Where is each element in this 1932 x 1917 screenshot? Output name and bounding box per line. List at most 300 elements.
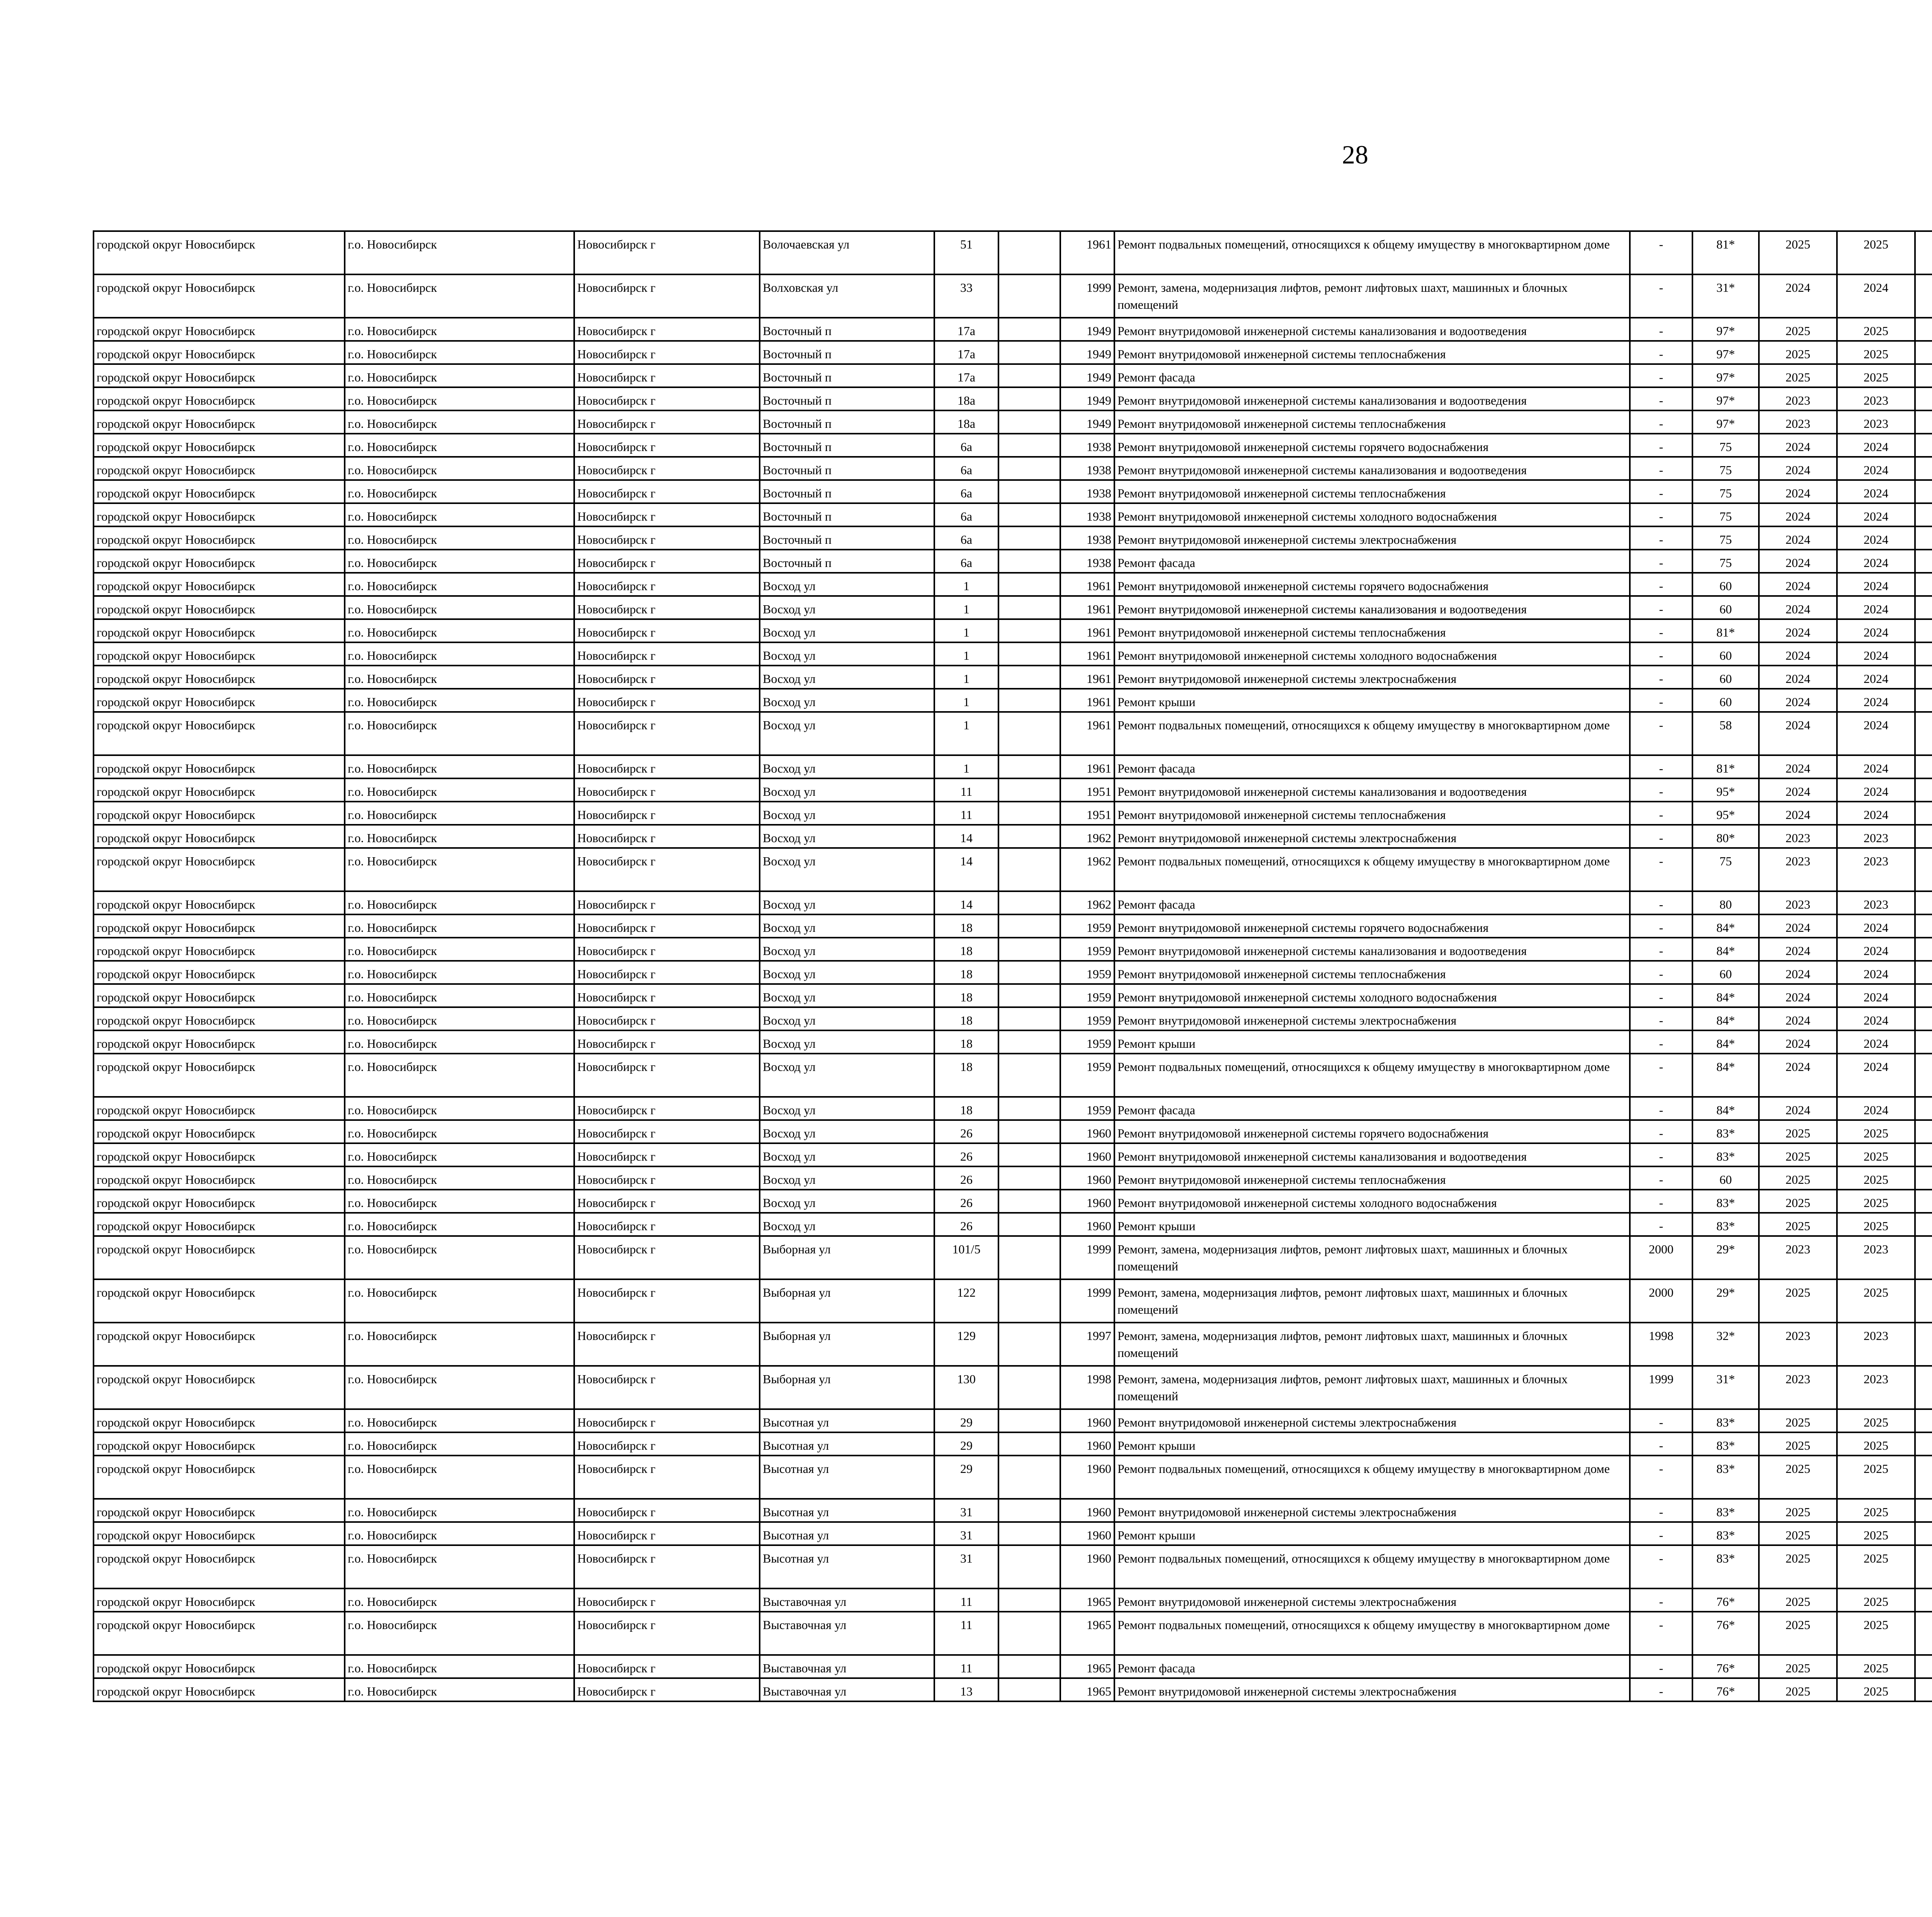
cell-street: Восход ул (760, 1054, 934, 1097)
cell-built-year: 1960 (1060, 1432, 1114, 1456)
cell-municipality: городской округ Новосибирск (94, 503, 345, 526)
table-row (94, 457, 1932, 480)
table-row (94, 1678, 1932, 1701)
cell-plan-year-start: 2025 (1759, 341, 1837, 364)
cell-municipality: городской округ Новосибирск (94, 1409, 345, 1432)
cell-locality: Новосибирск г (574, 1432, 760, 1456)
cell-plan-year-start: 2024 (1759, 274, 1837, 318)
cell-wear: 84* (1692, 1030, 1759, 1054)
cell-cost-total (1915, 364, 1932, 387)
cell-settlement: г.о. Новосибирск (345, 503, 574, 526)
cell-settlement: г.о. Новосибирск (345, 1409, 574, 1432)
cell-modernization-year: - (1630, 1545, 1692, 1588)
cell-plan-year-end: 2024 (1837, 274, 1915, 318)
cell-municipality: городской округ Новосибирск (94, 1678, 345, 1701)
cell-cost-total (1915, 596, 1932, 619)
cell-municipality: городской округ Новосибирск (94, 1499, 345, 1522)
cell-modernization-year: - (1630, 1166, 1692, 1190)
cell-modernization-year: - (1630, 619, 1692, 642)
cell-municipality: городской округ Новосибирск (94, 802, 345, 825)
cell-house: 31 (934, 1499, 998, 1522)
cell-plan-year-end: 2025 (1837, 1279, 1915, 1323)
cell-plan-year-start: 2025 (1759, 1499, 1837, 1522)
cell-building (998, 755, 1060, 778)
cell-settlement: г.о. Новосибирск (345, 1522, 574, 1545)
cell-street: Выставочная ул (760, 1655, 934, 1678)
cell-cost-total (1915, 619, 1932, 642)
cell-municipality: городской округ Новосибирск (94, 1522, 345, 1545)
cell-municipality: городской округ Новосибирск (94, 778, 345, 802)
cell-locality: Новосибирск г (574, 848, 760, 891)
cell-plan-year-start: 2024 (1759, 914, 1837, 938)
cell-municipality: городской округ Новосибирск (94, 961, 345, 984)
cell-plan-year-start: 2024 (1759, 1097, 1837, 1120)
cell-plan-year-end: 2024 (1837, 1054, 1915, 1097)
cell-wear: 81* (1692, 231, 1759, 274)
cell-work-type: Ремонт внутридомовой инженерной системы горячего водоснабжения (1114, 573, 1630, 596)
cell-locality: Новосибирск г (574, 434, 760, 457)
cell-plan-year-end: 2023 (1837, 1236, 1915, 1279)
table-row (94, 318, 1932, 341)
cell-plan-year-end: 2024 (1837, 434, 1915, 457)
cell-modernization-year: - (1630, 778, 1692, 802)
cell-cost-total (1915, 1007, 1932, 1030)
cell-municipality: городской округ Новосибирск (94, 1545, 345, 1588)
cell-work-type: Ремонт внутридомовой инженерной системы канализования и водоотведения (1114, 596, 1630, 619)
cell-street: Восход ул (760, 848, 934, 891)
cell-cost-total (1915, 1190, 1932, 1213)
cell-plan-year-end: 2025 (1837, 1456, 1915, 1499)
cell-cost-total (1915, 1588, 1932, 1612)
cell-municipality: городской округ Новосибирск (94, 1612, 345, 1655)
cell-plan-year-end: 2024 (1837, 712, 1915, 755)
cell-cost-total (1915, 480, 1932, 503)
cell-house: 14 (934, 891, 998, 914)
cell-cost-total (1915, 1655, 1932, 1678)
cell-locality: Новосибирск г (574, 550, 760, 573)
cell-cost-total (1915, 642, 1932, 666)
cell-plan-year-start: 2025 (1759, 1545, 1837, 1588)
cell-street: Высотная ул (760, 1409, 934, 1432)
cell-wear: 60 (1692, 689, 1759, 712)
cell-built-year: 1949 (1060, 364, 1114, 387)
cell-modernization-year: - (1630, 274, 1692, 318)
cell-plan-year-start: 2024 (1759, 434, 1837, 457)
cell-plan-year-start: 2025 (1759, 364, 1837, 387)
cell-plan-year-end: 2024 (1837, 802, 1915, 825)
cell-plan-year-start: 2025 (1759, 1588, 1837, 1612)
cell-municipality: городской округ Новосибирск (94, 1366, 345, 1409)
cell-municipality: городской округ Новосибирск (94, 318, 345, 341)
cell-plan-year-end: 2025 (1837, 1678, 1915, 1701)
cell-house: 130 (934, 1366, 998, 1409)
cell-street: Высотная ул (760, 1545, 934, 1588)
table-row (94, 1655, 1932, 1678)
cell-municipality: городской округ Новосибирск (94, 596, 345, 619)
cell-house: 26 (934, 1143, 998, 1166)
cell-built-year: 1938 (1060, 434, 1114, 457)
cell-work-type: Ремонт внутридомовой инженерной системы холодного водоснабжения (1114, 503, 1630, 526)
cell-wear: 97* (1692, 387, 1759, 410)
cell-wear: 75 (1692, 480, 1759, 503)
table-row (94, 825, 1932, 848)
cell-modernization-year: - (1630, 434, 1692, 457)
cell-locality: Новосибирск г (574, 825, 760, 848)
cell-work-type: Ремонт фасада (1114, 755, 1630, 778)
cell-cost-total (1915, 961, 1932, 984)
cell-plan-year-end: 2025 (1837, 1545, 1915, 1588)
cell-cost-total (1915, 573, 1932, 596)
cell-cost-total (1915, 914, 1932, 938)
cell-municipality: городской округ Новосибирск (94, 1213, 345, 1236)
cell-modernization-year: - (1630, 503, 1692, 526)
cell-house: 13 (934, 1678, 998, 1701)
cell-plan-year-end: 2025 (1837, 1655, 1915, 1678)
cell-built-year: 1961 (1060, 231, 1114, 274)
cell-street: Восточный п (760, 457, 934, 480)
cell-plan-year-start: 2025 (1759, 1522, 1837, 1545)
cell-plan-year-end: 2023 (1837, 1366, 1915, 1409)
cell-wear: 83* (1692, 1522, 1759, 1545)
cell-work-type: Ремонт фасада (1114, 1097, 1630, 1120)
cell-locality: Новосибирск г (574, 1612, 760, 1655)
cell-municipality: городской округ Новосибирск (94, 1120, 345, 1143)
cell-building (998, 274, 1060, 318)
table-row (94, 1030, 1932, 1054)
cell-cost-total (1915, 1366, 1932, 1409)
cell-settlement: г.о. Новосибирск (345, 984, 574, 1007)
cell-work-type: Ремонт внутридомовой инженерной системы электроснабжения (1114, 1409, 1630, 1432)
cell-built-year: 1961 (1060, 755, 1114, 778)
cell-building (998, 961, 1060, 984)
cell-work-type: Ремонт фасада (1114, 1655, 1630, 1678)
cell-building (998, 1007, 1060, 1030)
cell-building (998, 802, 1060, 825)
cell-plan-year-start: 2024 (1759, 596, 1837, 619)
cell-built-year: 1961 (1060, 619, 1114, 642)
cell-wear: 95* (1692, 778, 1759, 802)
cell-settlement: г.о. Новосибирск (345, 1323, 574, 1366)
cell-building (998, 318, 1060, 341)
cell-municipality: городской округ Новосибирск (94, 619, 345, 642)
cell-building (998, 1323, 1060, 1366)
cell-modernization-year: - (1630, 573, 1692, 596)
cell-street: Восход ул (760, 802, 934, 825)
cell-municipality: городской округ Новосибирск (94, 1236, 345, 1279)
cell-settlement: г.о. Новосибирск (345, 341, 574, 364)
cell-house: 18 (934, 1054, 998, 1097)
cell-plan-year-start: 2025 (1759, 318, 1837, 341)
cell-wear: 60 (1692, 642, 1759, 666)
cell-building (998, 1190, 1060, 1213)
table-body (94, 231, 1932, 1701)
cell-plan-year-end: 2025 (1837, 1612, 1915, 1655)
cell-settlement: г.о. Новосибирск (345, 1166, 574, 1190)
cell-plan-year-start: 2024 (1759, 802, 1837, 825)
table-row (94, 480, 1932, 503)
cell-modernization-year: - (1630, 938, 1692, 961)
cell-building (998, 1678, 1060, 1701)
cell-settlement: г.о. Новосибирск (345, 573, 574, 596)
cell-street: Волховская ул (760, 274, 934, 318)
cell-wear: 60 (1692, 1166, 1759, 1190)
cell-plan-year-start: 2025 (1759, 1678, 1837, 1701)
cell-wear: 29* (1692, 1279, 1759, 1323)
cell-modernization-year: - (1630, 1612, 1692, 1655)
table-row (94, 1054, 1932, 1097)
cell-municipality: городской округ Новосибирск (94, 1588, 345, 1612)
cell-built-year: 1997 (1060, 1323, 1114, 1366)
cell-work-type: Ремонт внутридомовой инженерной системы электроснабжения (1114, 666, 1630, 689)
cell-locality: Новосибирск г (574, 573, 760, 596)
cell-building (998, 1120, 1060, 1143)
cell-settlement: г.о. Новосибирск (345, 1432, 574, 1456)
cell-work-type: Ремонт внутридомовой инженерной системы горячего водоснабжения (1114, 1120, 1630, 1143)
cell-house: 18 (934, 914, 998, 938)
cell-building (998, 891, 1060, 914)
cell-built-year: 1959 (1060, 1097, 1114, 1120)
table-row (94, 938, 1932, 961)
cell-street: Восход ул (760, 596, 934, 619)
cell-cost-total (1915, 274, 1932, 318)
cell-wear: 75 (1692, 550, 1759, 573)
cell-house: 11 (934, 1655, 998, 1678)
cell-street: Выставочная ул (760, 1612, 934, 1655)
cell-work-type: Ремонт подвальных помещений, относящихся к общему имуществу в многоквартирном доме (1114, 231, 1630, 274)
cell-cost-total (1915, 778, 1932, 802)
cell-house: 1 (934, 712, 998, 755)
cell-built-year: 1961 (1060, 689, 1114, 712)
cell-wear: 97* (1692, 364, 1759, 387)
cell-building (998, 526, 1060, 550)
table-row (94, 689, 1932, 712)
cell-settlement: г.о. Новосибирск (345, 891, 574, 914)
table-row (94, 1456, 1932, 1499)
cell-building (998, 1030, 1060, 1054)
cell-locality: Новосибирск г (574, 1279, 760, 1323)
cell-locality: Новосибирск г (574, 984, 760, 1007)
cell-locality: Новосибирск г (574, 1456, 760, 1499)
cell-plan-year-start: 2024 (1759, 619, 1837, 642)
cell-street: Восточный п (760, 526, 934, 550)
cell-municipality: городской округ Новосибирск (94, 1432, 345, 1456)
table-row (94, 1213, 1932, 1236)
cell-settlement: г.о. Новосибирск (345, 1612, 574, 1655)
cell-building (998, 642, 1060, 666)
cell-plan-year-start: 2025 (1759, 1409, 1837, 1432)
cell-street: Восточный п (760, 318, 934, 341)
table-row (94, 1323, 1932, 1366)
cell-municipality: городской округ Новосибирск (94, 480, 345, 503)
cell-municipality: городской округ Новосибирск (94, 1166, 345, 1190)
cell-plan-year-end: 2024 (1837, 1097, 1915, 1120)
cell-plan-year-end: 2024 (1837, 938, 1915, 961)
cell-locality: Новосибирск г (574, 410, 760, 434)
cell-locality: Новосибирск г (574, 274, 760, 318)
cell-settlement: г.о. Новосибирск (345, 1097, 574, 1120)
cell-settlement: г.о. Новосибирск (345, 1120, 574, 1143)
cell-street: Высотная ул (760, 1456, 934, 1499)
cell-built-year: 1938 (1060, 480, 1114, 503)
cell-work-type: Ремонт, замена, модернизация лифтов, ремонт лифтовых шахт, машинных и блочных помещений (1114, 1366, 1630, 1409)
cell-building (998, 503, 1060, 526)
cell-building (998, 689, 1060, 712)
cell-plan-year-start: 2025 (1759, 1655, 1837, 1678)
cell-modernization-year: - (1630, 825, 1692, 848)
cell-house: 31 (934, 1545, 998, 1588)
cell-wear: 83* (1692, 1190, 1759, 1213)
table-row (94, 1007, 1932, 1030)
cell-house: 17а (934, 364, 998, 387)
cell-building (998, 1655, 1060, 1678)
cell-work-type: Ремонт внутридомовой инженерной системы теплоснабжения (1114, 619, 1630, 642)
cell-settlement: г.о. Новосибирск (345, 642, 574, 666)
cell-modernization-year: - (1630, 914, 1692, 938)
cell-wear: 84* (1692, 938, 1759, 961)
cell-cost-total (1915, 1030, 1932, 1054)
cell-plan-year-start: 2023 (1759, 1366, 1837, 1409)
cell-settlement: г.о. Новосибирск (345, 778, 574, 802)
cell-modernization-year: - (1630, 1409, 1692, 1432)
cell-building (998, 938, 1060, 961)
cell-locality: Новосибирск г (574, 1190, 760, 1213)
cell-modernization-year: - (1630, 387, 1692, 410)
cell-built-year: 1960 (1060, 1190, 1114, 1213)
cell-work-type: Ремонт внутридомовой инженерной системы теплоснабжения (1114, 341, 1630, 364)
cell-built-year: 1938 (1060, 503, 1114, 526)
cell-work-type: Ремонт внутридомовой инженерной системы теплоснабжения (1114, 802, 1630, 825)
cell-house: 18 (934, 984, 998, 1007)
cell-plan-year-end: 2025 (1837, 1120, 1915, 1143)
cell-plan-year-end: 2024 (1837, 1030, 1915, 1054)
cell-modernization-year: - (1630, 1143, 1692, 1166)
cell-settlement: г.о. Новосибирск (345, 1655, 574, 1678)
cell-locality: Новосибирск г (574, 1054, 760, 1097)
table-row (94, 1522, 1932, 1545)
table-row (94, 550, 1932, 573)
cell-built-year: 1998 (1060, 1366, 1114, 1409)
cell-built-year: 1960 (1060, 1522, 1114, 1545)
cell-house: 1 (934, 755, 998, 778)
cell-work-type: Ремонт внутридомовой инженерной системы канализования и водоотведения (1114, 1143, 1630, 1166)
cell-cost-total (1915, 891, 1932, 914)
cell-built-year: 1961 (1060, 666, 1114, 689)
cell-cost-total (1915, 341, 1932, 364)
cell-cost-total (1915, 1279, 1932, 1323)
cell-wear: 83* (1692, 1120, 1759, 1143)
cell-work-type: Ремонт фасада (1114, 364, 1630, 387)
table-row (94, 666, 1932, 689)
cell-locality: Новосибирск г (574, 802, 760, 825)
cell-settlement: г.о. Новосибирск (345, 1588, 574, 1612)
cell-building (998, 619, 1060, 642)
cell-modernization-year: - (1630, 1499, 1692, 1522)
table-row (94, 984, 1932, 1007)
cell-municipality: городской округ Новосибирск (94, 642, 345, 666)
cell-municipality: городской округ Новосибирск (94, 666, 345, 689)
cell-modernization-year: - (1630, 1456, 1692, 1499)
cell-house: 101/5 (934, 1236, 998, 1279)
cell-cost-total (1915, 1097, 1932, 1120)
cell-building (998, 1456, 1060, 1499)
cell-locality: Новосибирск г (574, 1030, 760, 1054)
cell-building (998, 1279, 1060, 1323)
cell-plan-year-end: 2024 (1837, 457, 1915, 480)
cell-settlement: г.о. Новосибирск (345, 1236, 574, 1279)
cell-built-year: 1960 (1060, 1213, 1114, 1236)
cell-wear: 80* (1692, 825, 1759, 848)
cell-work-type: Ремонт внутридомовой инженерной системы холодного водоснабжения (1114, 642, 1630, 666)
cell-building (998, 457, 1060, 480)
cell-built-year: 1961 (1060, 573, 1114, 596)
cell-settlement: г.о. Новосибирск (345, 434, 574, 457)
cell-locality: Новосибирск г (574, 318, 760, 341)
cell-house: 29 (934, 1432, 998, 1456)
cell-street: Восточный п (760, 434, 934, 457)
cell-building (998, 1588, 1060, 1612)
cell-house: 1 (934, 642, 998, 666)
cell-built-year: 1965 (1060, 1588, 1114, 1612)
repair-registry-table (93, 230, 1932, 1702)
cell-cost-total (1915, 1522, 1932, 1545)
cell-wear: 83* (1692, 1409, 1759, 1432)
cell-municipality: городской округ Новосибирск (94, 914, 345, 938)
cell-settlement: г.о. Новосибирск (345, 961, 574, 984)
cell-settlement: г.о. Новосибирск (345, 848, 574, 891)
table-row (94, 231, 1932, 274)
cell-work-type: Ремонт подвальных помещений, относящихся к общему имуществу в многоквартирном доме (1114, 1456, 1630, 1499)
cell-street: Восход ул (760, 961, 934, 984)
cell-plan-year-start: 2024 (1759, 457, 1837, 480)
cell-locality: Новосибирск г (574, 1323, 760, 1366)
cell-wear: 81* (1692, 755, 1759, 778)
cell-wear: 60 (1692, 666, 1759, 689)
cell-building (998, 825, 1060, 848)
cell-work-type: Ремонт фасада (1114, 891, 1630, 914)
cell-built-year: 1965 (1060, 1612, 1114, 1655)
cell-municipality: городской округ Новосибирск (94, 1097, 345, 1120)
cell-settlement: г.о. Новосибирск (345, 1456, 574, 1499)
cell-building (998, 341, 1060, 364)
table-row (94, 1432, 1932, 1456)
cell-municipality: городской округ Новосибирск (94, 1456, 345, 1499)
cell-settlement: г.о. Новосибирск (345, 689, 574, 712)
cell-cost-total (1915, 1054, 1932, 1097)
cell-plan-year-end: 2024 (1837, 619, 1915, 642)
cell-cost-total (1915, 1213, 1932, 1236)
cell-wear: 60 (1692, 573, 1759, 596)
cell-street: Восход ул (760, 689, 934, 712)
table-row (94, 341, 1932, 364)
cell-cost-total (1915, 666, 1932, 689)
cell-plan-year-start: 2023 (1759, 848, 1837, 891)
cell-wear: 75 (1692, 503, 1759, 526)
cell-cost-total (1915, 526, 1932, 550)
cell-municipality: городской округ Новосибирск (94, 1190, 345, 1213)
table-row (94, 914, 1932, 938)
table-row (94, 848, 1932, 891)
cell-built-year: 1949 (1060, 318, 1114, 341)
cell-locality: Новосибирск г (574, 1097, 760, 1120)
cell-house: 31 (934, 1522, 998, 1545)
cell-house: 17а (934, 341, 998, 364)
cell-street: Восход ул (760, 1120, 934, 1143)
cell-built-year: 1959 (1060, 1007, 1114, 1030)
cell-plan-year-start: 2024 (1759, 984, 1837, 1007)
cell-built-year: 1960 (1060, 1120, 1114, 1143)
cell-built-year: 1962 (1060, 891, 1114, 914)
cell-settlement: г.о. Новосибирск (345, 619, 574, 642)
